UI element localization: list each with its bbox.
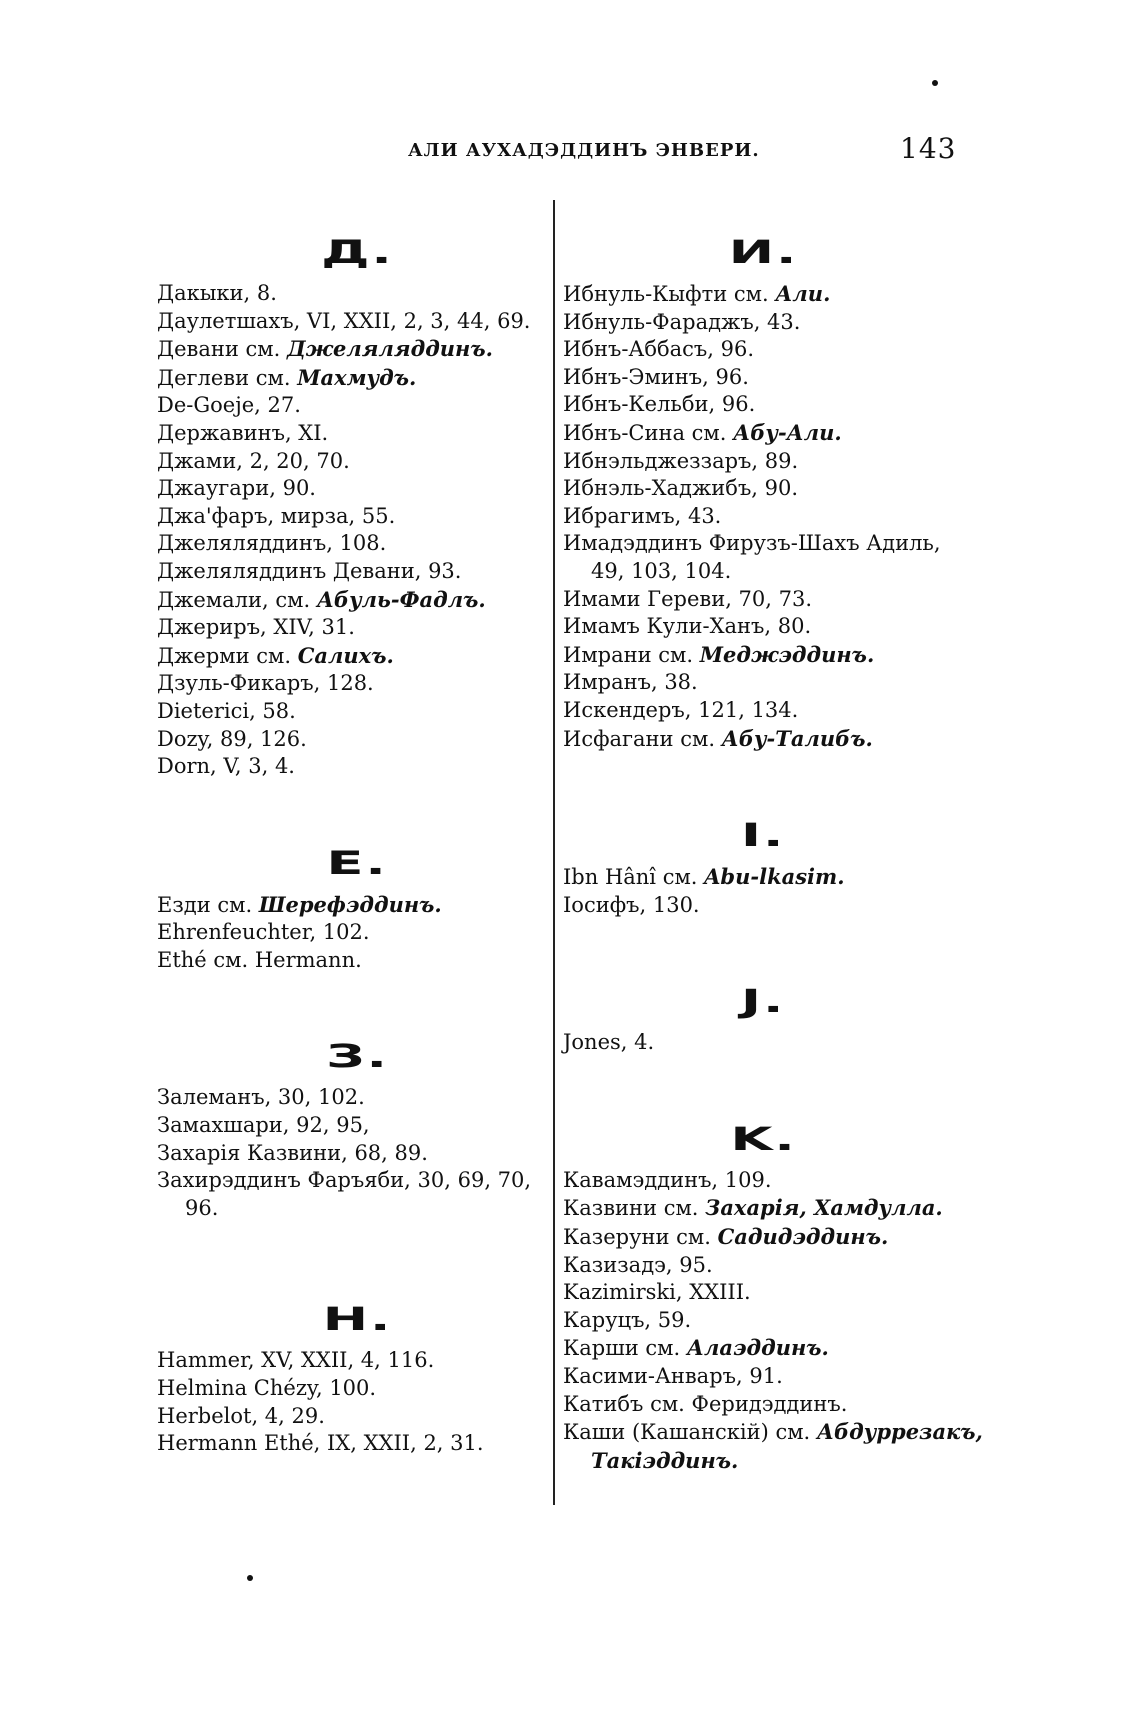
cross-reference: Абу-Талибъ. [721,725,873,751]
index-entry: Казеруни см. Садидэддинъ. [563,1224,889,1250]
index-entry: Hammer, XV, XXII, 4, 116. [157,1348,435,1373]
index-entry: Захарія Казвини, 68, 89. [157,1140,428,1165]
cross-reference: Абдуррезакъ, [816,1419,983,1445]
cross-reference: Абу-Али. [733,419,842,445]
index-entry: Ибнуль-Фараджъ, 43. [563,309,801,334]
index-entry: Hermann Ethé, IX, XXII, 2, 31. [157,1431,484,1456]
index-entry: Имадэддинъ Фирузъ-Шахъ Адиль, [563,531,941,556]
index-entry: Имамъ Кули-Ханъ, 80. [563,614,812,639]
index-entry: Джерми см. Салихъ. [157,642,394,668]
index-entry-continuation: 49, 103, 104. [591,558,732,583]
index-entry: Kazimirski, XXIII. [563,1280,751,1305]
index-entry: Имами Гереви, 70, 73. [563,586,813,611]
index-entry: Herbelot, 4, 29. [157,1403,325,1428]
cross-reference: Алаэддинъ. [686,1335,829,1361]
cross-reference: Меджэддинъ. [699,641,875,667]
index-entry: Ehrenfeuchter, 102. [157,920,370,945]
section-k-entries [563,1167,983,1476]
index-entry: Залеманъ, 30, 102. [157,1085,365,1110]
left-column [157,225,557,1458]
section-i-entries [563,280,963,753]
index-entry: Джа'фаръ, мирза, 55. [157,503,396,528]
index-entry: Захирэддинъ Фаръяби, 30, 69, 70, [157,1168,532,1193]
cross-reference: Али. [775,281,831,306]
cross-reference: Шерефэддинъ. [258,891,442,917]
index-entry: Ибнъ-Сина см. Абу-Али. [563,419,842,445]
index-entry: Езди см. Шерефэддинъ. [157,891,442,917]
index-entry: Джаугари, 90. [157,476,316,501]
section-j-entries [563,1029,963,1057]
index-entry: Девани см. Джеляляддинъ. [157,336,493,362]
section-letter-i: И. [728,233,798,271]
cross-reference: Салихъ. [297,642,394,668]
cross-reference: Abu-lkasim. [704,864,845,890]
right-column [563,225,983,1475]
index-entry: Ибнъ-Эминъ, 96. [563,364,749,389]
index-entry: Ибнъ-Кельби, 96. [563,392,756,417]
index-entry: Касими-Анваръ, 91. [563,1364,783,1389]
index-entry: Джеляляддинъ, 108. [157,531,387,556]
section-i-latin-entries [563,863,963,919]
index-entry: Джами, 2, 20, 70. [157,448,350,473]
index-entry: Имрани см. Меджэддинъ. [563,641,875,667]
section-letter-j: J. [740,982,786,1021]
running-title: АЛИ АУХАДЭДДИНЪ ЭНВЕРИ. [408,140,760,161]
cross-reference: Махмудъ. [297,364,417,390]
section-d-entries [157,280,557,781]
index-entry: Іосифъ, 130. [563,892,700,917]
section-letter-d: Д. [320,233,394,271]
index-entry: Ibn Hânî см. Abu-lkasim. [563,864,845,890]
index-entry: Ethé см. Hermann. [157,947,362,972]
section-letter-k: K. [729,1119,797,1158]
index-entry: Ибнэль-Хаджибъ, 90. [563,476,799,501]
index-entry: Ибнэльджеззаръ, 89. [563,448,799,473]
section-letter-i-latin: I. [740,816,786,855]
index-entry: Дакыки, 8. [157,281,277,305]
index-entry-continuation [563,1447,963,1476]
index-entry: Карши см. Алаэддинъ. [563,1335,829,1361]
index-entry: Ибрагимъ, 43. [563,503,722,528]
cross-reference: Садидэддинъ. [717,1224,889,1250]
index-entry: De-Goeje, 27. [157,393,301,418]
index-entry: Dozy, 89, 126. [157,726,307,751]
index-entry: Державинъ, XI. [157,420,329,445]
index-entry: Казизадэ, 95. [563,1252,713,1277]
index-entry: Катибъ см. Феридэддинъ. [563,1391,848,1416]
index-entry: Каши (Кашанскій) см. Абдуррезакъ, [563,1419,983,1445]
cross-reference: Такіэддинъ. [591,1447,739,1473]
index-entry: Даулетшахъ, VI, XXII, 2, 3, 44, 69. [157,308,531,333]
ink-speck [932,80,938,86]
index-entry: Исфагани см. Абу-Талибъ. [563,725,873,751]
section-letter-z: З. [325,1037,389,1076]
index-entry: Джемали, см. Абуль-Фадлъ. [157,586,486,612]
index-entry: Ибнуль-Кыфти см. Али. [563,281,831,306]
page-number: 143 [900,132,957,165]
section-e-entries [157,891,557,975]
index-entry: Jones, 4. [563,1030,655,1055]
index-entry: Дзуль-Фикаръ, 128. [157,671,374,696]
index-entry: Каруцъ, 59. [563,1307,692,1332]
cross-reference: Абуль-Фадлъ. [316,586,486,612]
section-letter-e: E. [326,843,388,882]
index-entry: Джеляляддинъ Девани, 93. [157,558,462,583]
index-entry: Казвини см. Захарія, Хамдулла. [563,1195,943,1221]
ink-speck [247,1575,253,1581]
index-entry: Джериръ, XIV, 31. [157,615,355,640]
section-z-entries [157,1084,557,1222]
index-entry: Dorn, V, 3, 4. [157,754,295,779]
index-entry: Helmina Chézy, 100. [157,1376,377,1401]
section-letter-h: H. [322,1300,392,1339]
index-entry: Кавамэддинъ, 109. [563,1167,772,1192]
index-entry: Искендеръ, 121, 134. [563,697,799,722]
index-entry: Ибнъ-Аббасъ, 96. [563,337,754,362]
cross-reference: Захарія, Хамдулла. [705,1195,943,1221]
index-entry-continuation: 96. [185,1195,219,1220]
index-entry: Деглеви см. Махмудъ. [157,364,417,390]
index-entry: Замахшари, 92, 95, [157,1113,370,1138]
cross-reference: Джеляляддинъ. [286,336,493,362]
section-h-entries [157,1347,557,1457]
index-entry: Имранъ, 38. [563,670,698,695]
index-entry: Dieterici, 58. [157,698,296,723]
